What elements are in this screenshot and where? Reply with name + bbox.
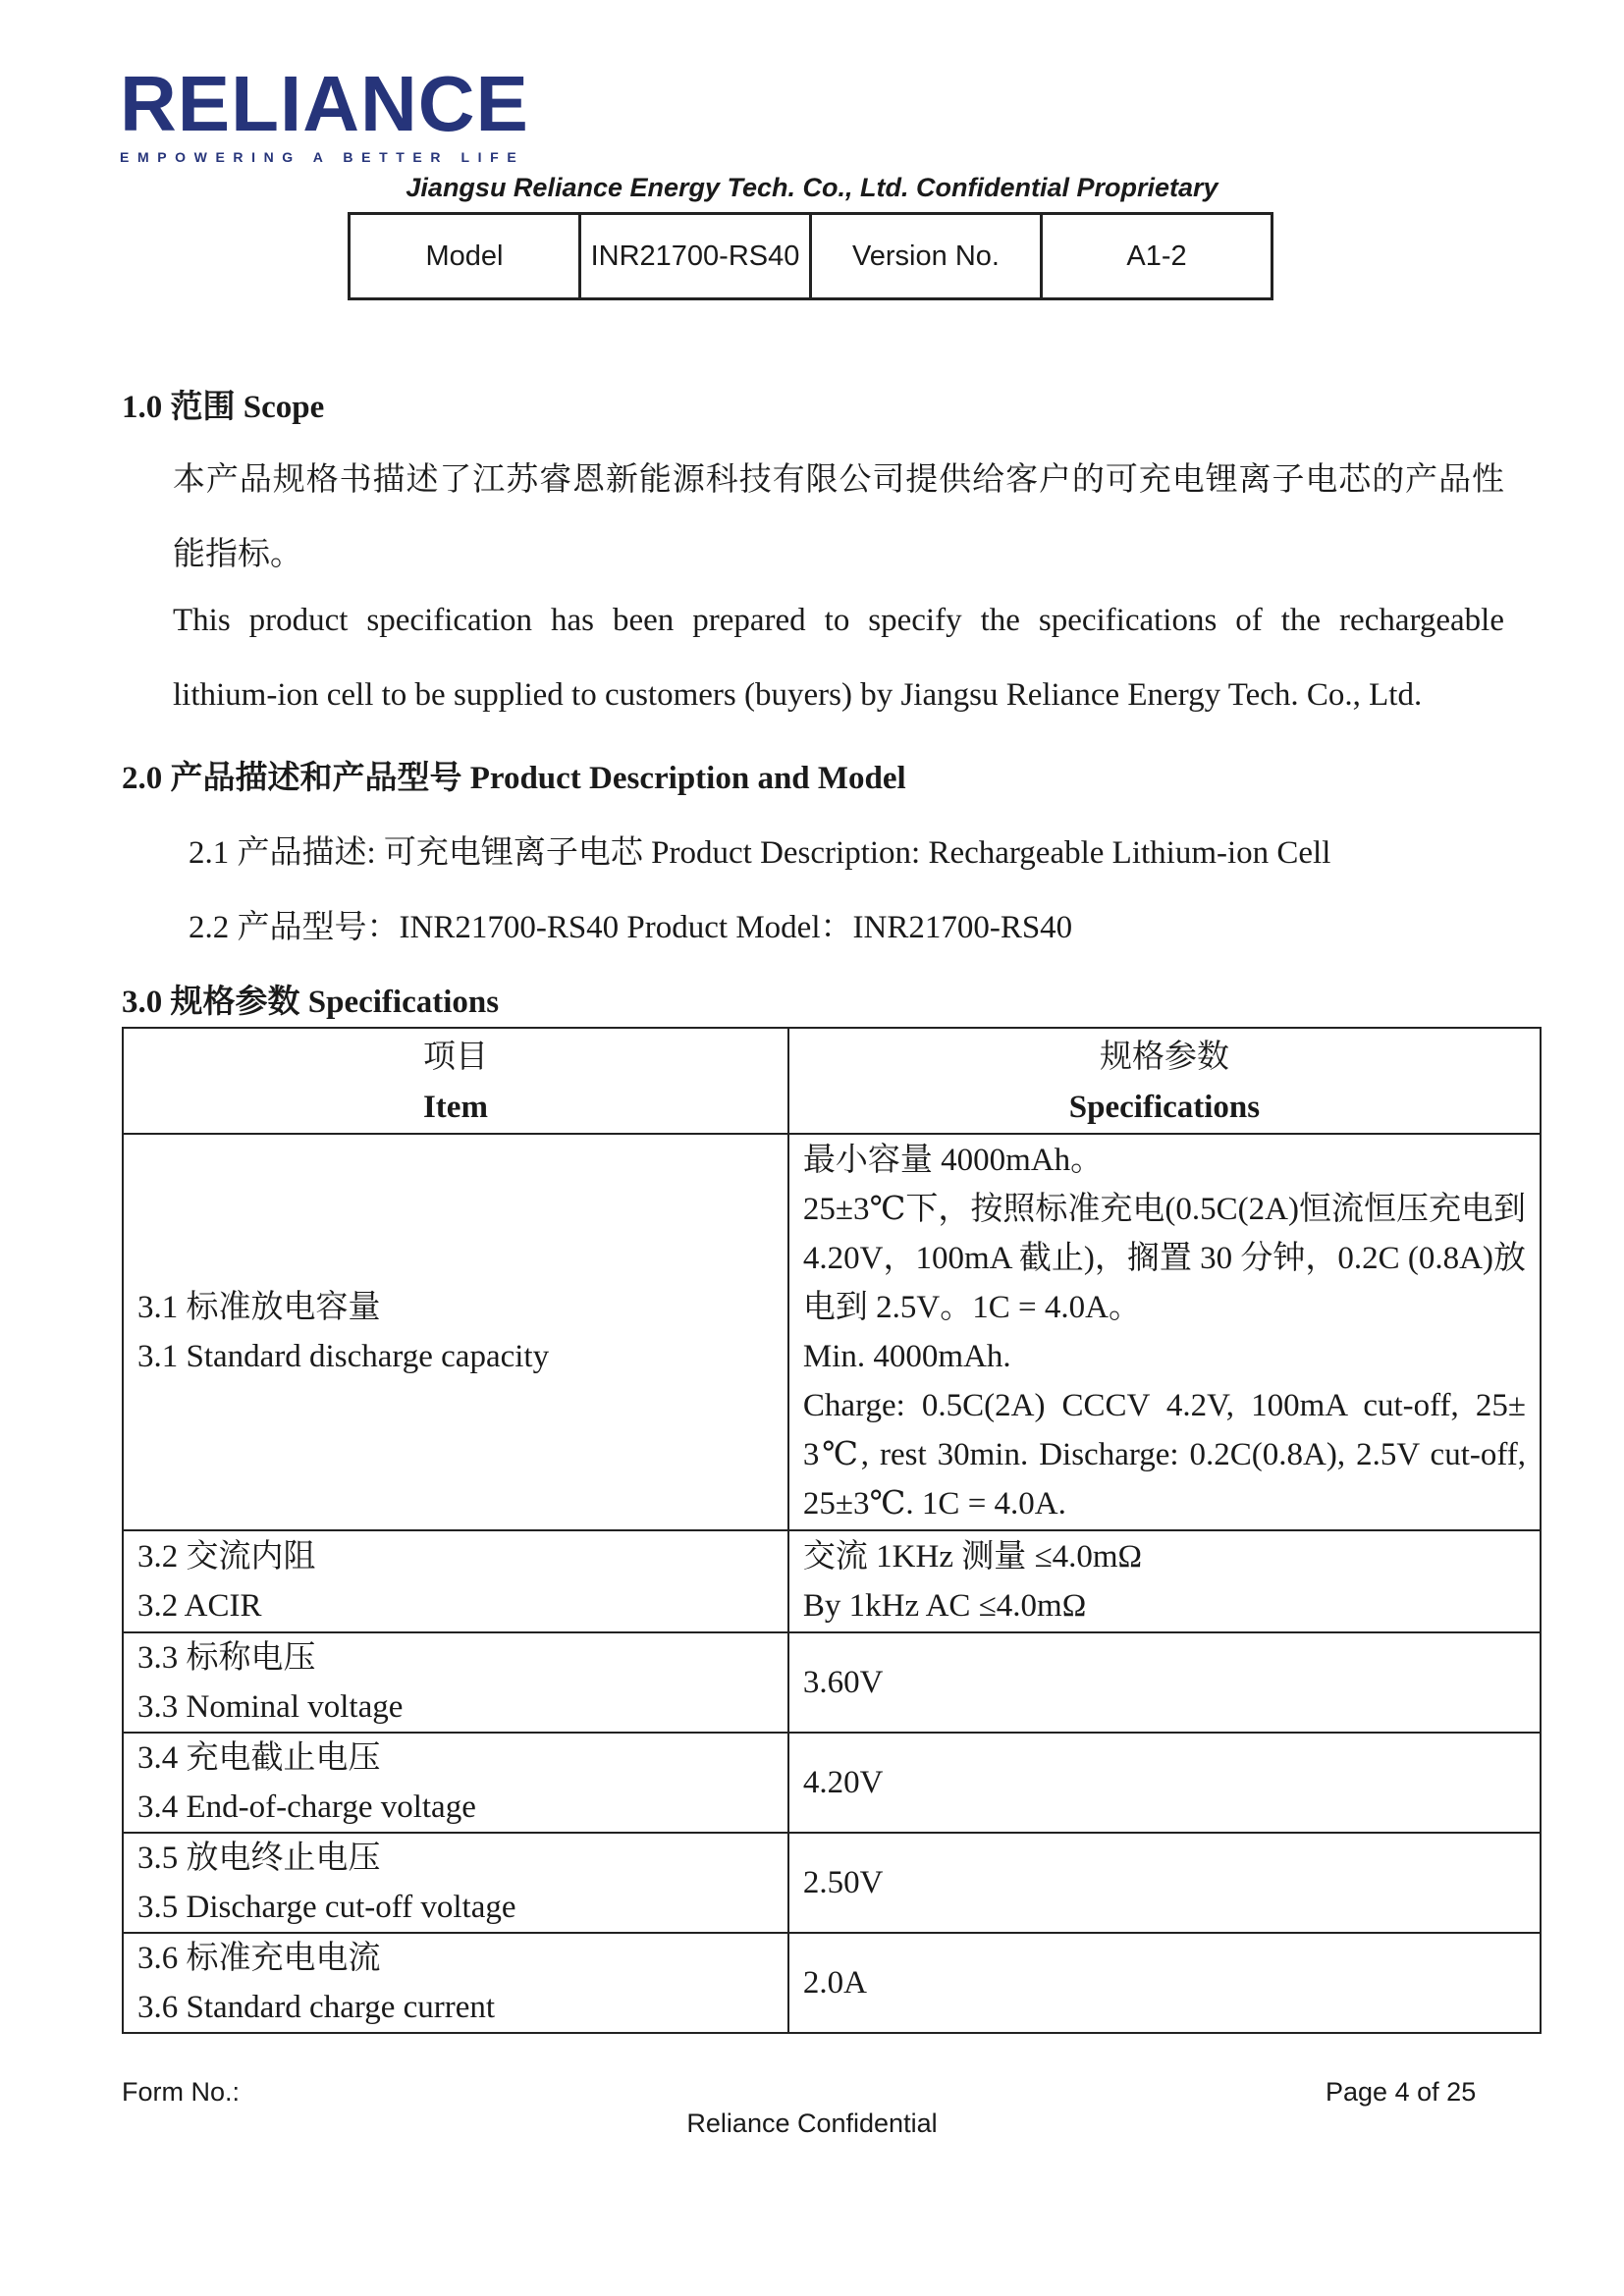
spec-line: 最小容量 4000mAh。 (802, 1143, 1104, 1178)
scope-zh-line-1: 本产品规格书描述了江苏睿恩新能源科技有限公司提供给客户的可充电锂离子电芯的产品性 (173, 462, 1504, 498)
spec-value: 3.60V (788, 1632, 1541, 1733)
spec-line: Min. 4000mAh. (802, 1339, 1011, 1374)
item-cell (123, 1134, 788, 1530)
item-cell (123, 1933, 788, 2033)
scope-heading: 1.0 范围 Scope (122, 390, 325, 425)
table-header-row (123, 1028, 1541, 1134)
item-en: 3.5 Discharge cut-off voltage (137, 1890, 516, 1925)
logo-tagline: EMPOWERING A BETTER LIFE (120, 149, 525, 165)
table-row (123, 1134, 1541, 1530)
company-logo (120, 60, 529, 165)
spec-value: 2.50V (788, 1833, 1541, 1933)
table-row (123, 1833, 1541, 1933)
spec-line: Charge: 0.5C(2A) CCCV 4.2V, 100mA cut-off, 25± (802, 1388, 1526, 1423)
item-cell (123, 1833, 788, 1933)
item-zh: 3.4 充电截止电压 (137, 1740, 381, 1776)
column-header-item-en: Item (422, 1090, 488, 1125)
scope-zh-line-2: 能指标。 (173, 537, 302, 572)
page-of: of (1417, 2077, 1439, 2107)
description-item-2: 2.2 产品型号：INR21700-RS40 Product Model：INR21700-RS40 (189, 910, 1073, 945)
specifications-table (122, 1027, 1542, 2034)
table-row (123, 1733, 1541, 1833)
item-zh: 3.3 标称电压 (137, 1640, 316, 1676)
item-en: 3.1 Standard discharge capacity (137, 1339, 550, 1374)
version-value: A1-2 (1042, 214, 1272, 299)
item-zh: 3.2 交流内阻 (137, 1539, 316, 1575)
document-header-table (348, 212, 1273, 300)
item-zh: 3.1 标准放电容量 (137, 1290, 381, 1325)
table-row (123, 1632, 1541, 1733)
company-confidential-line: Jiangsu Reliance Energy Tech. Co., Ltd. Confidential Proprietary (406, 173, 1218, 202)
spec-cell (788, 1134, 1541, 1530)
item-en: 3.6 Standard charge current (137, 1990, 496, 2025)
model-value: INR21700-RS40 (580, 214, 811, 299)
item-zh: 3.5 放电终止电压 (137, 1841, 381, 1876)
item-zh: 3.6 标准充电电流 (137, 1941, 381, 1976)
description-item-1: 2.1 产品描述: 可充电锂离子电芯 Product Description: Rechargeable Lithium-ion Cell (189, 835, 1331, 871)
spec-line: 25±3℃下，按照标准充电(0.5C(2A)恒流恒压充电到 (802, 1192, 1526, 1227)
table-row (123, 1530, 1541, 1632)
spec-value: 2.0A (788, 1933, 1541, 2033)
column-header-spec-zh: 规格参数 (1099, 1040, 1229, 1075)
spec-cell (788, 1530, 1541, 1632)
page-current: 4 (1394, 2077, 1410, 2107)
column-header-spec-en: Specifications (1068, 1090, 1261, 1125)
version-label: Version No. (811, 214, 1042, 299)
item-en: 3.4 End-of-charge voltage (137, 1789, 476, 1825)
logo-wordmark: RELIANCE (120, 60, 529, 147)
page-indicator (1326, 2077, 1476, 2108)
item-cell (123, 1632, 788, 1733)
item-cell (123, 1530, 788, 1632)
confidential-footer: Reliance Confidential (686, 2109, 938, 2138)
page-label: Page (1326, 2077, 1388, 2107)
scope-en-line-2: lithium-ion cell to be supplied to customers (buyers) by Jiangsu Reliance Energy Tech. Co., Ltd. (173, 677, 1423, 713)
item-en: 3.2 ACIR (137, 1588, 262, 1624)
column-header-spec (788, 1028, 1541, 1134)
description-heading: 2.0 产品描述和产品型号 Product Description and Model (122, 761, 906, 796)
table-row (123, 1933, 1541, 2033)
model-label: Model (350, 214, 580, 299)
form-number: Form No.: (122, 2077, 241, 2107)
item-cell (123, 1733, 788, 1833)
spec-value: 4.20V (788, 1733, 1541, 1833)
scope-en-line-1: This product specification has been prepared to specify the specifications of the rechargeable (173, 603, 1504, 638)
spec-line: 4.20V，100mA 截止)，搁置 30 分钟，0.2C (0.8A)放 (802, 1241, 1526, 1276)
page-total: 25 (1446, 2077, 1477, 2107)
spec-line: 交流 1KHz 测量 ≤4.0mΩ (802, 1539, 1143, 1575)
spec-line: By 1kHz AC ≤4.0mΩ (802, 1588, 1087, 1624)
spec-line: 电到 2.5V。1C = 4.0A。 (802, 1290, 1141, 1325)
column-header-item-zh: 项目 (422, 1040, 488, 1075)
column-header-item (123, 1028, 788, 1134)
item-en: 3.3 Nominal voltage (137, 1689, 404, 1725)
specs-heading: 3.0 规格参数 Specifications (122, 985, 500, 1020)
spec-line: 25±3℃. 1C = 4.0A. (802, 1486, 1066, 1522)
spec-line: 3℃, rest 30min. Discharge: 0.2C(0.8A), 2.5V cut-off, (802, 1437, 1526, 1472)
